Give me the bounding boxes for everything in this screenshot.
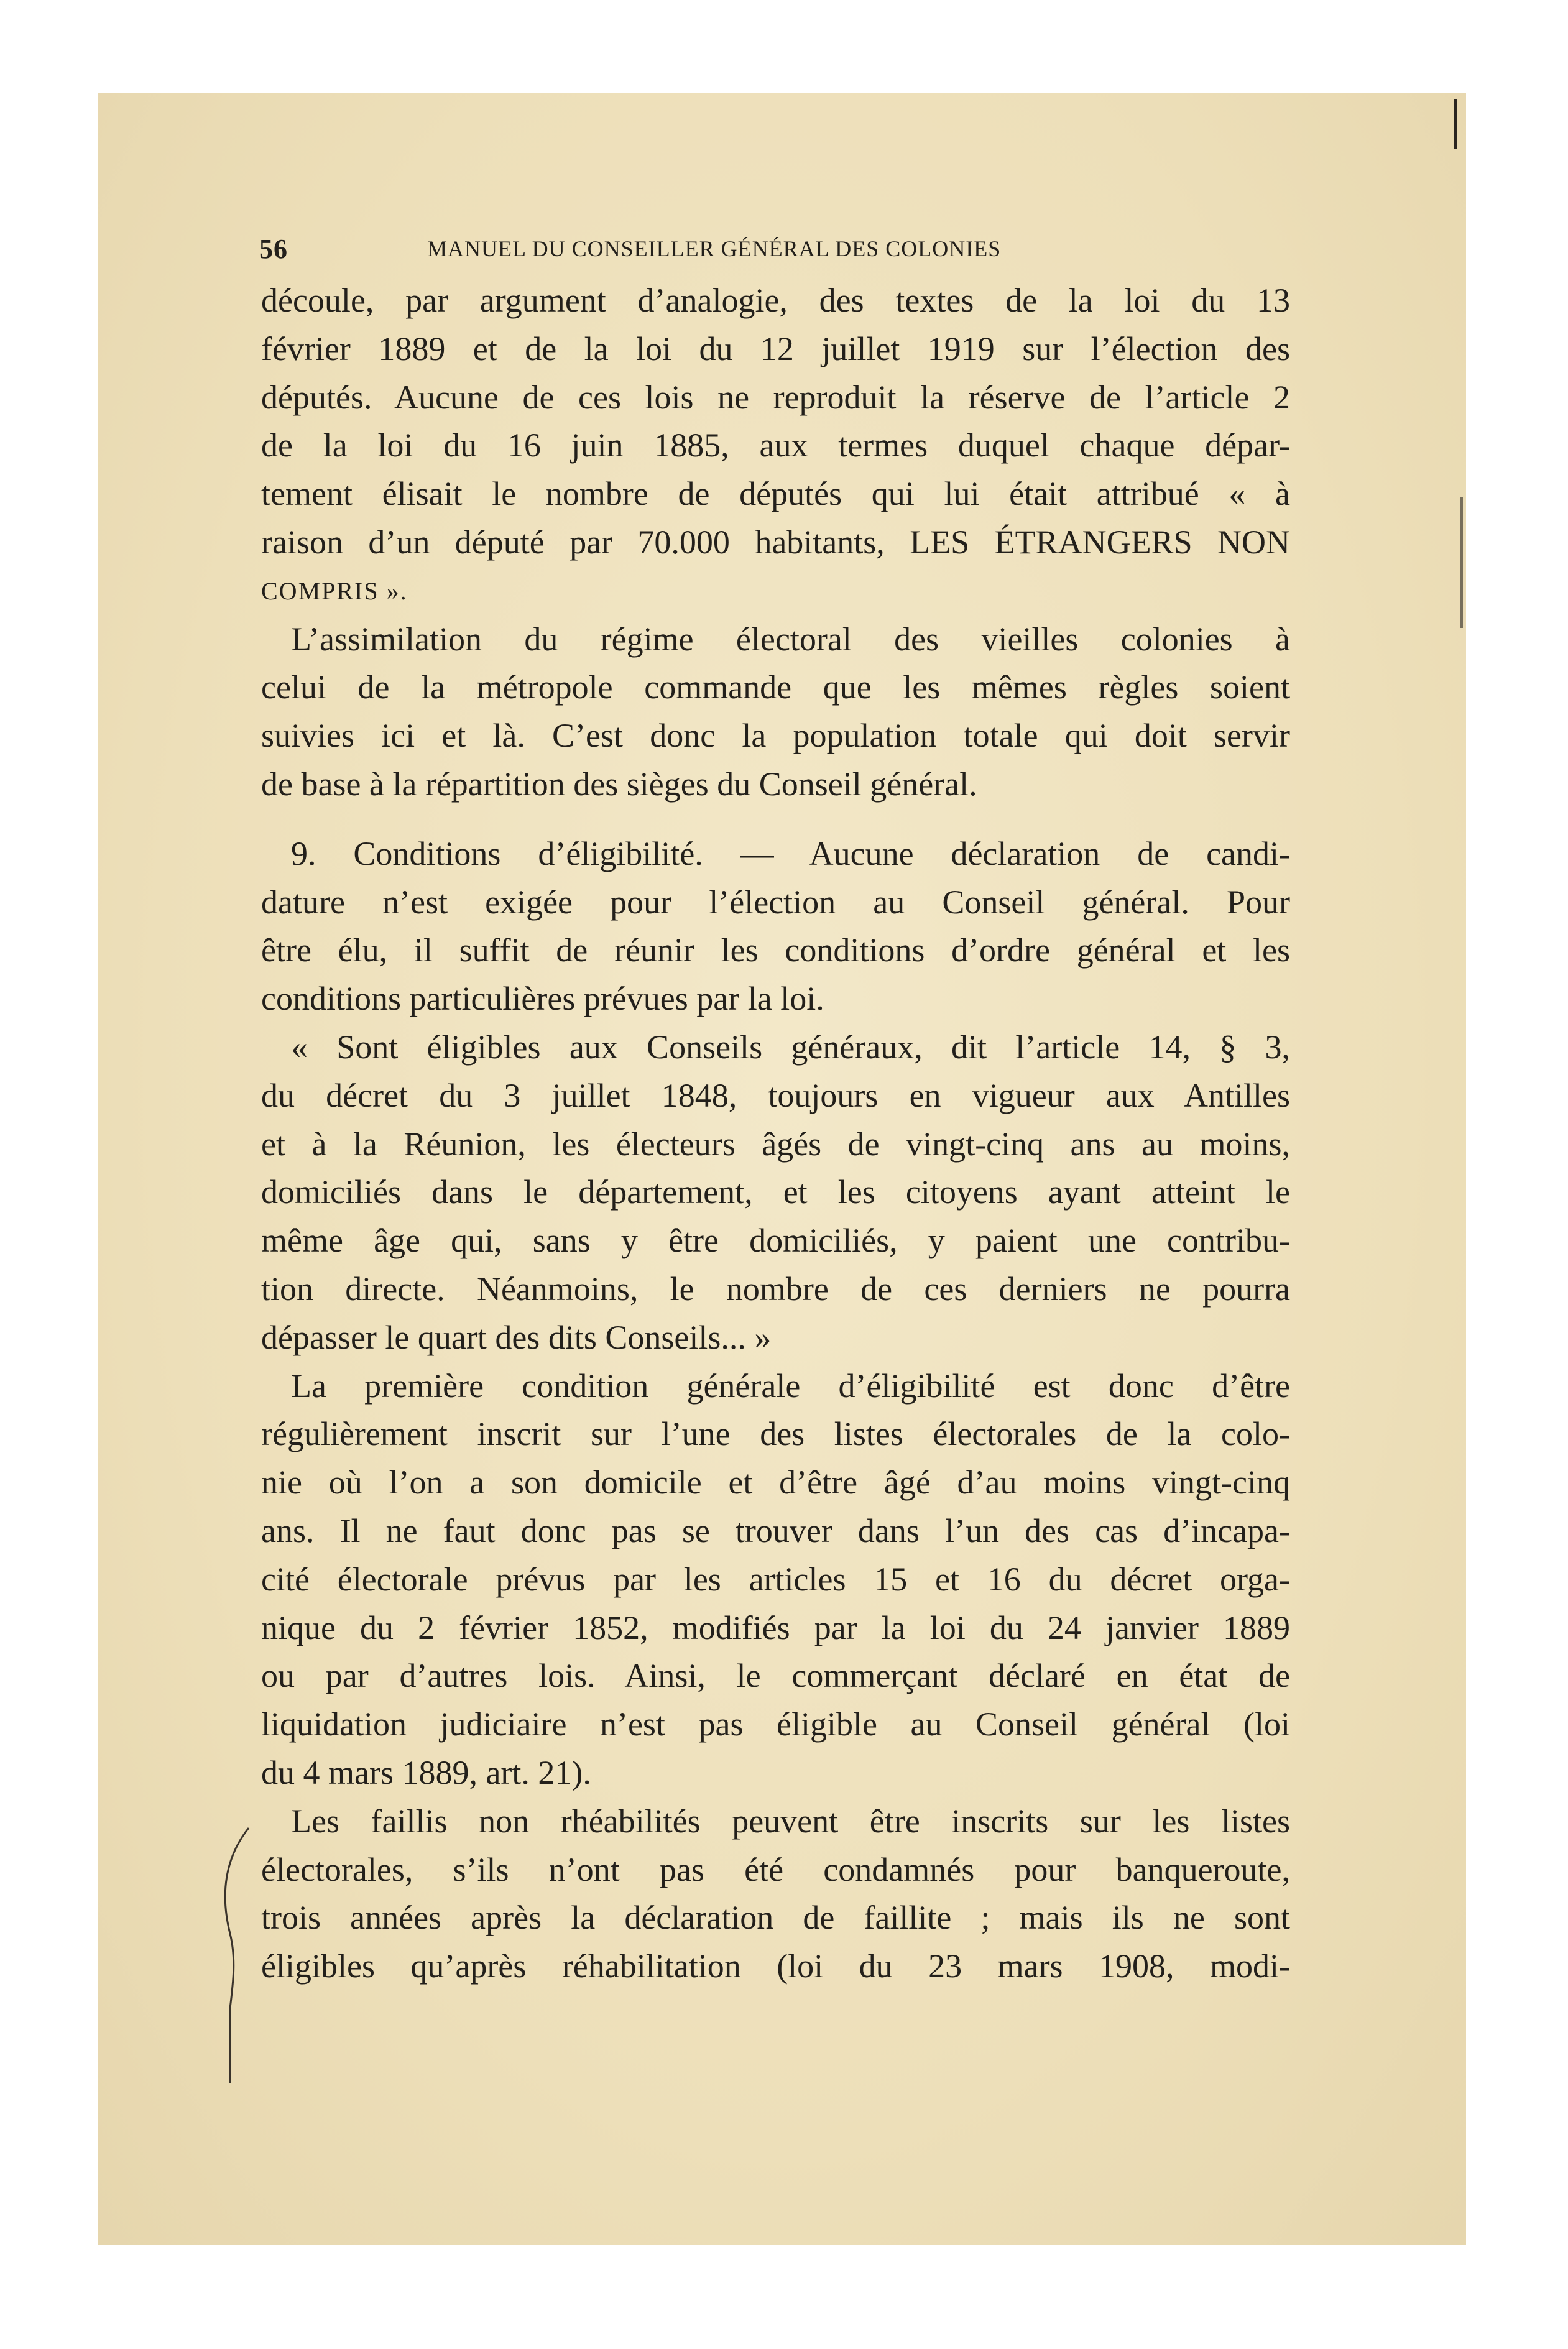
- text-line: dature n’est exigée pour l’élection au Conseil général. Pour: [261, 883, 1290, 921]
- text-line: février 1889 et de la loi du 12 juillet 1919 sur l’élection des: [261, 330, 1290, 367]
- text-line: celui de la métropole commande que les mêmes règles soient: [261, 668, 1290, 706]
- text-line: de la loi du 16 juin 1885, aux termes duquel chaque dépar-: [261, 427, 1290, 464]
- text-line: suivies ici et là. C’est donc la population totale qui doit servir: [261, 717, 1290, 755]
- text-line: COMPRIS ».: [261, 576, 408, 605]
- page-number: 56: [259, 234, 288, 264]
- running-header: [259, 221, 1290, 277]
- paragraph-section-9: [261, 830, 1290, 1023]
- text-line: L’assimilation du régime électoral des vieilles colonies à: [291, 620, 1290, 658]
- text-line: trois années après la déclaration de faillite ; mais ils ne sont: [261, 1899, 1290, 1937]
- text-line: Les faillis non rhéabilités peuvent être inscrits sur les listes: [291, 1802, 1290, 1840]
- paragraph-quote: [261, 1023, 1290, 1362]
- text-line: domiciliés dans le département, et les citoyens ayant atteint le: [261, 1173, 1290, 1211]
- section-heading-line: 9. Conditions d’éligibilité. — Aucune déclaration de candi-: [291, 834, 1290, 872]
- text-line: conditions particulières prévues par la loi.: [261, 980, 824, 1018]
- text-line: électorales, s’ils n’ont pas été condamnés pour banqueroute,: [261, 1850, 1290, 1888]
- text-line: ans. Il ne faut donc pas se trouver dans l’un des cas d’incapa-: [261, 1511, 1290, 1549]
- section-gap: [261, 809, 1290, 830]
- text-line: tion directe. Néanmoins, le nombre de ces derniers ne pourra: [261, 1270, 1290, 1308]
- text-line: La première condition générale d’éligibilité est donc d’être: [291, 1367, 1290, 1405]
- text-line: liquidation judiciaire n’est pas éligible au Conseil général (loi: [261, 1705, 1290, 1743]
- scan-edge-mark-top: [1454, 99, 1457, 149]
- text-line: ou par d’autres lois. Ainsi, le commerçant déclaré en état de: [261, 1657, 1290, 1695]
- paragraph-4: [261, 1362, 1290, 1798]
- text-line: raison d’un député par 70.000 habitants, LES ÉTRANGERS NON: [261, 523, 1290, 561]
- text-line: de base à la répartition des sièges du Conseil général.: [261, 765, 977, 803]
- text-line: découle, par argument d’analogie, des textes de la loi du 13: [261, 282, 1290, 319]
- running-title: MANUEL DU CONSEILLER GÉNÉRAL DES COLONIES: [427, 236, 1002, 261]
- text-line: même âge qui, sans y être domiciliés, y paient une contribu-: [261, 1222, 1290, 1260]
- page-text: [261, 221, 1290, 1991]
- paragraph-2: [261, 616, 1290, 809]
- text-line: et à la Réunion, les électeurs âgés de vingt-cinq ans au moins,: [261, 1125, 1290, 1163]
- scan-edge-mark-right: [1460, 497, 1463, 628]
- text-line: députés. Aucune de ces lois ne reproduit la réserve de l’article 2: [261, 378, 1290, 416]
- paragraph-5: [261, 1798, 1290, 1991]
- text-line: « Sont éligibles aux Conseils généraux, dit l’article 14, § 3,: [291, 1028, 1290, 1066]
- text-line: éligibles qu’après réhabilitation (loi du 23 mars 1908, modi-: [261, 1947, 1290, 1985]
- text-line: tement élisait le nombre de députés qui lui était attribué « à: [261, 475, 1290, 513]
- text-line: cité électorale prévus par les articles 15 et 16 du décret orga-: [261, 1560, 1290, 1598]
- text-line: être élu, il suffit de réunir les conditions d’ordre général et les: [261, 931, 1290, 969]
- text-line: du 4 mars 1889, art. 21).: [261, 1753, 591, 1791]
- paragraph-1: [261, 277, 1290, 616]
- text-line: nie où l’on a son domicile et d’être âgé d’au moins vingt-cinq: [261, 1464, 1290, 1502]
- text-line: dépasser le quart des dits Conseils... »: [261, 1318, 772, 1356]
- margin-bracket-mark: [211, 1822, 261, 2089]
- text-line: nique du 2 février 1852, modifiés par la loi du 24 janvier 1889: [261, 1608, 1290, 1646]
- text-line: du décret du 3 juillet 1848, toujours en vigueur aux Antilles: [261, 1076, 1290, 1114]
- text-line: régulièrement inscrit sur l’une des listes électorales de la colo-: [261, 1415, 1290, 1453]
